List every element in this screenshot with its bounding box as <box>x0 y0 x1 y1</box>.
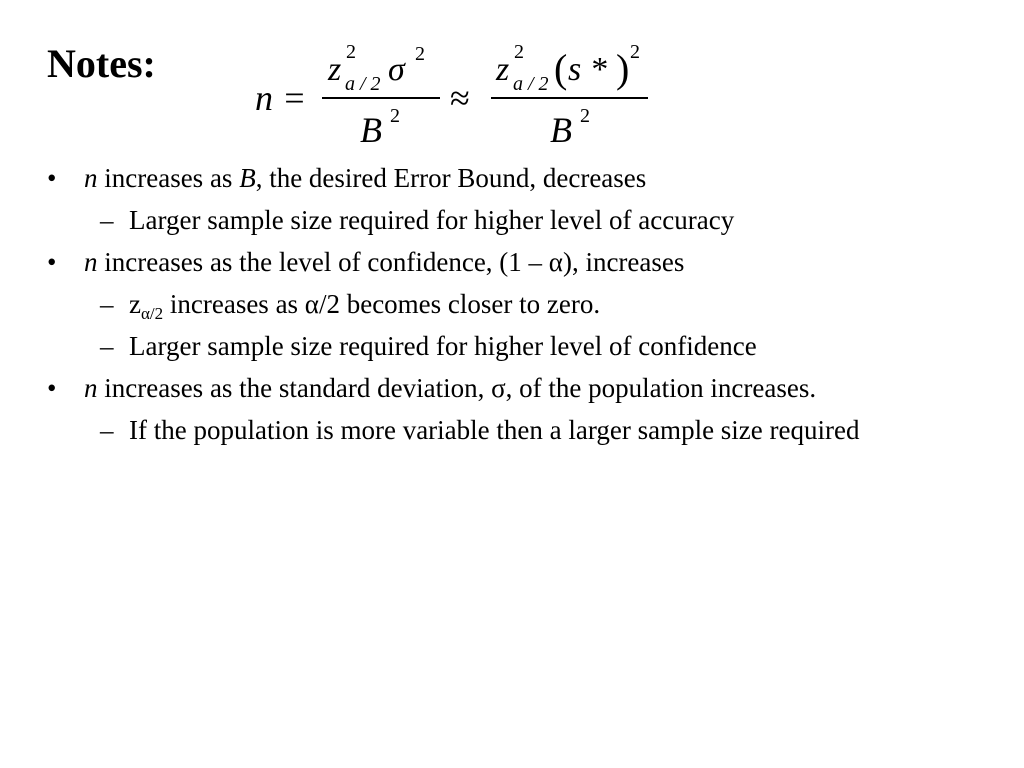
sample-size-formula <box>250 30 660 155</box>
sub-bullet-marker: – <box>100 205 114 235</box>
slide-title: Notes: <box>47 41 156 86</box>
sub-bullet-text: Larger sample size required for higher level of confidence <box>129 331 757 361</box>
formula-sigma: σ <box>388 51 405 88</box>
sub-bullet-marker: – <box>100 289 114 319</box>
bullet-variable: n <box>84 373 98 403</box>
sub-bullet-text: Larger sample size required for higher level of accuracy <box>129 205 735 235</box>
sub-bullet-item <box>47 286 947 322</box>
sub-bullet-text: increases as α/2 becomes closer to zero. <box>163 289 601 319</box>
formula-s-star: s * <box>568 51 607 88</box>
bullet-variable: n <box>84 247 98 277</box>
formula-paren-open: ( <box>554 46 568 91</box>
formula-z2: z <box>496 51 510 88</box>
sub-bullet-marker: – <box>100 415 114 445</box>
bullet-marker: • <box>47 373 57 403</box>
bullet-text: increases as the standard deviation, σ, of the population increases. <box>97 373 817 403</box>
sub-bullet-item <box>47 412 947 448</box>
sub-bullet-z-subscript: α/2 <box>140 304 164 323</box>
bullet-marker: • <box>47 163 57 193</box>
bullet-item <box>47 160 947 196</box>
formula-B1: B <box>360 110 382 150</box>
sub-bullet-text: If the population is more variable then a larger sample size required <box>129 415 860 445</box>
bullet-text: increases as the level of confidence, (1 – α), increases <box>97 247 685 277</box>
bullet-item <box>47 370 947 406</box>
formula-paren-close: ) <box>616 46 630 91</box>
formula-lhs: n = <box>255 78 307 118</box>
formula-z1-sub: a / 2 <box>345 73 381 95</box>
bullet-variable: n <box>84 163 98 193</box>
formula-B2-sup: 2 <box>580 105 590 127</box>
formula-paren-sup: 2 <box>630 41 640 63</box>
bullet-text: increases as <box>97 163 240 193</box>
formula-z2-sub: a / 2 <box>513 73 549 95</box>
formula-B2: B <box>550 110 572 150</box>
bullet-text-b: , the desired Error Bound, decreases <box>255 163 647 193</box>
formula-z1: z <box>328 51 342 88</box>
formula-z1-sup: 2 <box>346 41 356 63</box>
bullet-item <box>47 244 947 280</box>
sub-bullet-marker: – <box>100 331 114 361</box>
sub-bullet-z: z <box>129 289 141 319</box>
bullet-marker: • <box>47 247 57 277</box>
formula-approx: ≈ <box>450 78 470 118</box>
sub-bullet-item <box>47 202 947 238</box>
formula-sigma-sup: 2 <box>415 43 425 65</box>
notes-list <box>47 158 947 454</box>
formula-graphic <box>250 30 660 155</box>
formula-B1-sup: 2 <box>390 105 400 127</box>
formula-z2-sup: 2 <box>514 41 524 63</box>
sub-bullet-item <box>47 328 947 364</box>
bullet-variable-b: B <box>239 163 256 193</box>
